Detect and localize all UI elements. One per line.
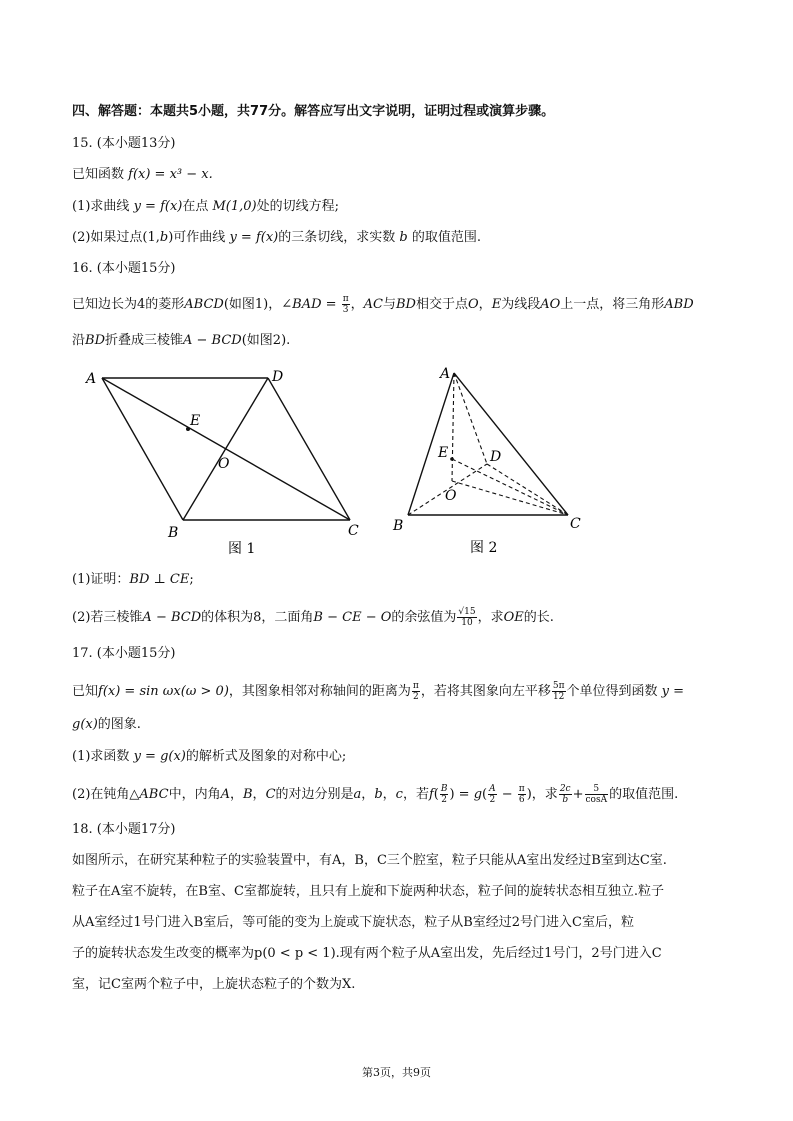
edge-DC-hidden [487, 464, 568, 515]
q18-line1: 如图所示，在研究某种粒子的实验装置中，有A，B，C三个腔室，粒子只能从A室出发经过B室到达C室. [72, 853, 667, 868]
q17-header: 17. (本小题15分) [72, 646, 176, 661]
q18-line4: 子的旋转状态发生改变的概率为p(0 < p < 1).现有两个粒子从A室出发，先后经过1号门，2号门进入C [72, 946, 662, 961]
label-C: C [348, 523, 359, 539]
q18-header: 18. (本小题17分) [72, 822, 176, 837]
q16-part1: (1)证明：BD ⊥ CE; [72, 572, 194, 587]
q17-part2: (2)在钝角△ABC中，内角A，B，C的对边分别是a，b，c，若f( $\frac{B}{2}$ ) = g( $\frac{A}{2}$ − $\frac{\pi}{6}$ )，求 $\frac{2c}{b}$ + $\frac{5}{\cos A}$ 的取值范围. [72, 784, 679, 805]
label-O: O [445, 488, 457, 504]
label-D: D [490, 449, 502, 465]
A-half-fraction: $\frac{A}{2}$ [489, 784, 496, 805]
figure-2-pyramid [390, 360, 590, 560]
label-B: B [393, 518, 404, 534]
label-O: O [218, 456, 230, 472]
edge-BA [102, 378, 183, 520]
edge-AC [454, 373, 568, 515]
pi-sixth-fraction: $\frac{\pi}{6}$ [518, 784, 525, 805]
segment-EC-hidden [452, 459, 568, 515]
q18-line5: 室，记C室两个粒子中，上旋状态粒子的个数为X. [72, 977, 356, 992]
B-half-fraction: $\frac{B}{2}$ [440, 784, 448, 805]
q17-stem-line2: g(x)的图象. [72, 717, 141, 732]
q17-stem-line1: 已知f(x) = sin ωx(ω > 0)，其图象相邻对称轴间的距离为 $\frac{\pi}{2}$ ，若将其图象向左平移 $\frac{5\pi}{12}$ 个单位得到函数 y = [72, 681, 685, 702]
cosine-fraction: $\frac{√15}{10}$ [458, 607, 476, 628]
q18-line2: 粒子在A室不旋转，在B室、C室都旋转，且只有上旋和下旋两种状态，粒子间的旋转状态相互独立.粒子 [72, 884, 665, 899]
angle-fraction: $\frac{\pi}{3}$ [342, 294, 349, 315]
q15-part2: (2)如果过点(1,b)可作曲线 y = f(x)的三条切线，求实数 b 的取值范围. [72, 230, 481, 245]
distance-fraction: $\frac{\pi}{2}$ [412, 681, 419, 702]
label-D: D [272, 369, 284, 385]
q15-part1: (1)求曲线 y = f(x)在点 M(1,0)处的切线方程; [72, 199, 340, 214]
edge-DC [268, 378, 350, 520]
label-B: B [168, 525, 179, 541]
figure-1-rhombus [80, 365, 370, 560]
q18-line3: 从A室经过1号门进入B室后，等可能的变为上旋或下旋状态，粒子从B室经过2号门进入C室后，粒 [72, 915, 634, 930]
q17-part1: (1)求函数 y = g(x)的解析式及图象的对称中心; [72, 749, 347, 764]
label-A: A [86, 371, 97, 387]
2c-over-b-fraction: $\frac{2c}{b}$ [559, 784, 571, 805]
segment-AO-hidden [452, 373, 454, 481]
label-E: E [190, 413, 201, 429]
q16-header: 16. (本小题15分) [72, 261, 176, 276]
diagonal-BD [183, 378, 268, 520]
label-E: E [438, 445, 449, 461]
segment-OC-hidden [452, 481, 568, 515]
q15-header: 15. (本小题13分) [72, 136, 176, 151]
label-C: C [570, 516, 581, 532]
label-A: A [440, 366, 451, 382]
figure-2-caption: 图 2 [470, 540, 498, 556]
point-E [450, 457, 454, 461]
page-footer: 第3页，共9页 [362, 1066, 431, 1079]
5-over-cosA-fraction: $\frac{5}{\cos A}$ [585, 784, 608, 805]
edge-AD-hidden [454, 373, 487, 464]
q16-stem-line1: 已知边长为4的菱形ABCD(如图1)，∠BAD = $\frac{\pi}{3}$ ，AC与BD相交于点O，E为线段AO上一点，将三角形ABD [72, 294, 694, 315]
section-heading: 四、解答题：本题共5小题，共77分。解答应写出文字说明，证明过程或演算步骤。 [72, 104, 555, 119]
figure-1-caption: 图 1 [228, 541, 256, 557]
q16-part2: (2)若三棱锥A − BCD的体积为8，二面角B − CE − O的余弦值为 $\frac{√15}{10}$ ，求OE的长. [72, 607, 554, 628]
q16-stem-line2: 沿BD折叠成三棱锥A − BCD(如图2). [72, 333, 291, 348]
shift-fraction: $\frac{5\pi}{12}$ [552, 681, 565, 702]
q15-stem: 已知函数 f(x) = x³ − x. [72, 167, 213, 182]
